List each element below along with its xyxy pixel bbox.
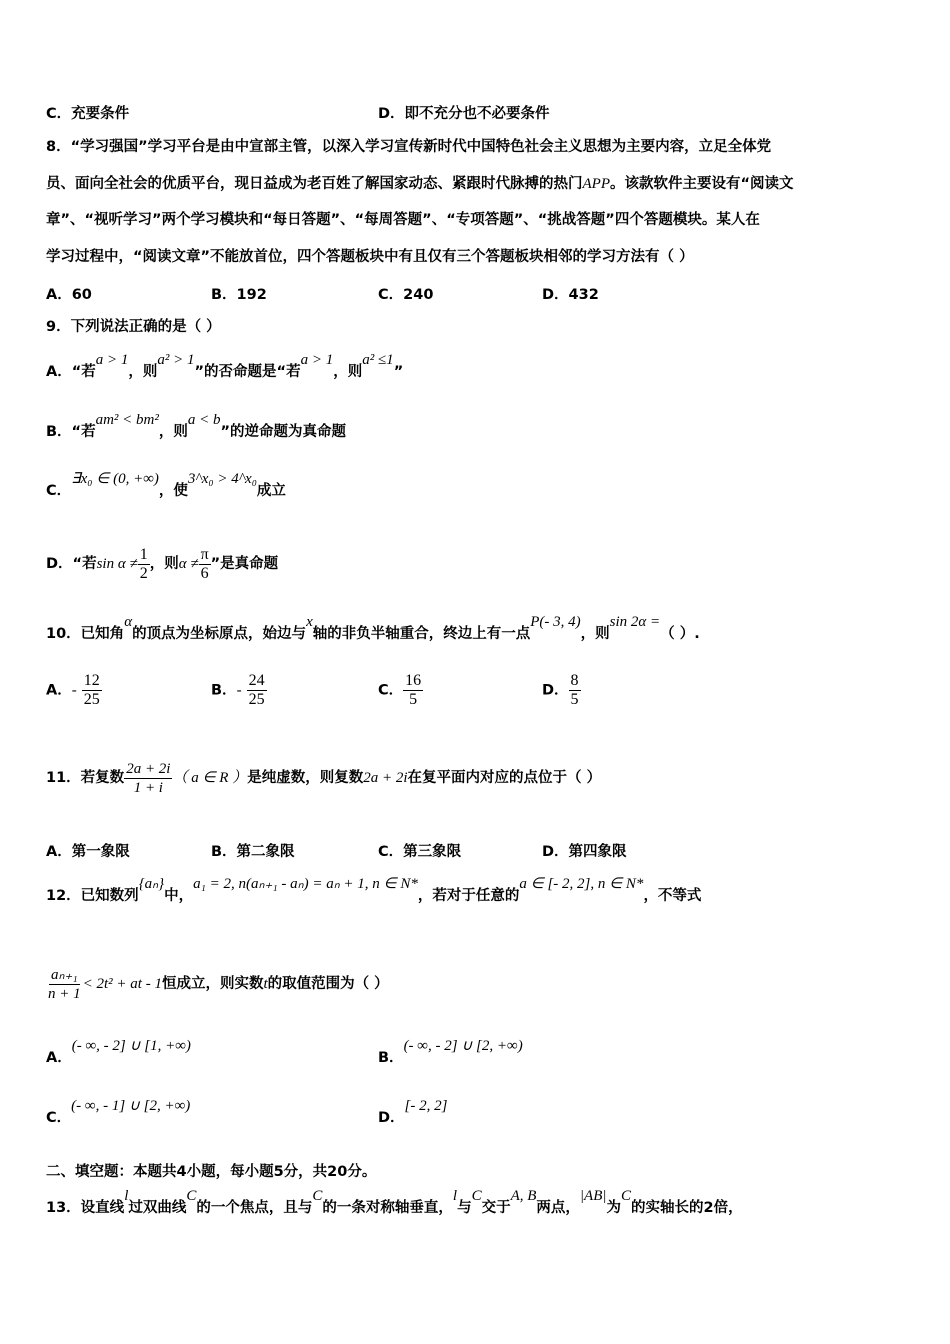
q8-app: APP (582, 176, 610, 192)
q10b-sign: - (236, 682, 242, 699)
q12c-label: C． (46, 1110, 72, 1126)
q9a-t4: ”的否命题是“若 (194, 364, 301, 380)
q9c-t4: 成立 (256, 483, 286, 499)
q12-f: 的取值范围为（ ） (267, 976, 389, 992)
q10b-frac (247, 672, 267, 709)
q11-a: 11．若复数 (46, 770, 125, 786)
q13-i: 的实轴长的2倍， (631, 1200, 743, 1216)
q12-e: 恒成立，则实数 (161, 976, 264, 992)
q12a-expr: (- ∞, - 2] ∪ [1, +∞) (71, 1038, 191, 1054)
q9c-t2: ，使 (158, 483, 188, 499)
q9b-t2: ，则 (158, 424, 188, 440)
q12b-label: B． (378, 1050, 404, 1066)
q10-b: 的顶点为坐标原点，始边与 (132, 626, 307, 642)
q12-ineq-rest: < 2t² + at - 1 (82, 976, 162, 992)
q12-t: t (263, 976, 268, 992)
q12a-label: A． (46, 1050, 72, 1066)
q13-abs-ab: |AB| (579, 1188, 607, 1204)
q12-option-d (378, 1098, 448, 1127)
q11-option-b: B．第二象限 (211, 844, 295, 860)
q8-option-a: A．60 (46, 287, 92, 303)
q8-line-2b: 。该款软件主要设有“阅读文 (610, 176, 794, 192)
q10d-den: 5 (570, 691, 579, 708)
q11-option-c: C．第三象限 (378, 844, 462, 860)
q9d-m1: sin α ≠ (96, 556, 138, 572)
q12-d: ，不等式 (643, 888, 702, 904)
q10-stem (46, 614, 910, 644)
q10b-den: 25 (248, 691, 265, 708)
q9d-frac1 (138, 546, 150, 583)
q13-c-3: C (471, 1188, 482, 1204)
q12-rec: a₁ = 2, n(aₙ₊₁ - aₙ) = aₙ + 1, n ∈ N* (193, 876, 418, 892)
q11-cond: （ a ∈ R ） (172, 770, 248, 786)
q11-c: 在复平面内对应的点位于（ ） (407, 770, 602, 786)
q10-a: 10．已知角 (46, 626, 125, 642)
q9a-t8: ” (393, 364, 404, 380)
q11-option-a: A．第一象限 (46, 844, 130, 860)
q11-stem (46, 757, 910, 799)
q13-l-1: l (124, 1188, 129, 1204)
q12-seq: {aₙ} (138, 876, 165, 892)
q8-line-1: 8．“学习强国”学习平台是由中宣部主管，以深入学习宣传新时代中国特色社会主义思想为主要内容，立足全体党 (46, 139, 772, 155)
q8-option-b: B．192 (211, 287, 267, 303)
q12-option-a (46, 1038, 191, 1067)
q11-expr: 2a + 2i (363, 770, 408, 786)
q10c-den: 5 (409, 691, 418, 708)
q12-c: ，若对于任意的 (417, 888, 520, 904)
q10a-num: 12 (83, 672, 100, 689)
q9a-m7: a² ≤1 (362, 352, 394, 368)
q10a-sign: - (71, 682, 77, 699)
q10d-frac (569, 672, 581, 709)
q12-b: 中， (164, 888, 194, 904)
q9d-t4: ，则 (149, 556, 179, 572)
q10-point: P(- 3, 4) (530, 614, 581, 630)
q9d-t0: D．“若 (46, 556, 97, 572)
q10-c: 轴的非负半轴重合，终边上有一点 (312, 626, 531, 642)
q13-c: 的一个焦点，且与 (196, 1200, 313, 1216)
q10a-frac (82, 672, 102, 709)
q10-option-d (542, 672, 581, 709)
q13-ab: A, B (510, 1188, 537, 1204)
q9c-t0: C． (46, 483, 72, 499)
q10-option-a (46, 672, 102, 709)
q13-a: 13．设直线 (46, 1200, 125, 1216)
q10-option-c (378, 672, 423, 709)
q7-option-d: D．即不充分也不必要条件 (378, 106, 550, 122)
q9d-num1: 1 (139, 545, 148, 563)
q9-option-d (46, 544, 910, 584)
q11-b: 是纯虚数，则复数 (247, 770, 364, 786)
q13-d: 的一条对称轴垂直， (322, 1200, 453, 1216)
q10-option-b (211, 672, 267, 709)
q10d-label: D． (542, 682, 569, 699)
q12-dom: a ∈ [- 2, 2], n ∈ N* (519, 876, 644, 892)
q10-d: ，则 (580, 626, 610, 642)
q9-stem: 9．下列说法正确的是（ ） (46, 319, 221, 335)
q12-stem (46, 876, 910, 906)
q12c-expr: (- ∞, - 1] ∪ [2, +∞) (71, 1098, 191, 1114)
q13-e: 与 (457, 1200, 472, 1216)
q10a-label: A． (46, 682, 72, 699)
q9d-frac2 (199, 546, 211, 583)
q9a-t6: ，则 (333, 364, 363, 380)
q12-stem-2 (46, 962, 910, 1006)
q11-num: 2a + 2i (126, 760, 171, 777)
q9a-m5: a > 1 (300, 352, 334, 368)
q12d-expr: [- 2, 2] (404, 1098, 448, 1114)
q10b-label: B． (211, 682, 237, 699)
q11-frac (124, 760, 172, 797)
q13-f: 交于 (481, 1200, 511, 1216)
q12-a: 12．已知数列 (46, 888, 139, 904)
q9d-t8: ”是真命题 (210, 556, 279, 572)
q10-e: （ ）. (660, 626, 700, 642)
q9d-num2: π (200, 545, 209, 563)
q8-option-d: D．432 (542, 287, 599, 303)
q10c-frac (403, 672, 423, 709)
q9-option-a (46, 352, 910, 382)
q9b-t4: ”的逆命题为真命题 (220, 424, 347, 440)
q8-line-2 (46, 174, 910, 194)
q10-sin: sin 2α = (609, 614, 661, 630)
q7-option-c: C．充要条件 (46, 106, 130, 122)
q13-c-1: C (186, 1188, 197, 1204)
q8-line-4: 学习过程中，“阅读文章”不能放首位，四个答题板块中有且仅有三个答题板块相邻的学习方法有（ ） (46, 249, 694, 265)
q9d-m5: α ≠ (178, 556, 199, 572)
q12-option-c (46, 1098, 191, 1127)
q9c-m3: 3^x₀ > 4^x₀ (187, 471, 257, 487)
q8-option-c: C．240 (378, 287, 434, 303)
q10d-num: 8 (570, 672, 579, 689)
q10a-den: 25 (83, 691, 100, 708)
q9c-m1: ∃x₀ ∈ (0, +∞) (71, 471, 159, 487)
q13-b: 过双曲线 (128, 1200, 187, 1216)
q12-ineq-num: aₙ₊₁ (51, 966, 78, 983)
q13-l-2: l (452, 1188, 458, 1204)
q13-c-2: C (312, 1188, 323, 1204)
q9b-t0: B．“若 (46, 424, 96, 440)
q8-line-2a: 员、面向全社会的优质平台，现日益成为老百姓了解国家动态、紧跟时代脉搏的热门 (46, 176, 583, 192)
q11-option-d: D．第四象限 (542, 844, 627, 860)
q9b-m1: am² < bm² (95, 412, 159, 428)
q10c-num: 16 (405, 672, 422, 689)
q9a-m1: a > 1 (95, 352, 129, 368)
q9-option-c (46, 471, 910, 501)
q10-alpha: α (124, 614, 133, 630)
q13-stem (46, 1188, 910, 1218)
q11-den: 1 + i (133, 779, 163, 796)
q12-ineq-frac (46, 966, 83, 1003)
q9a-t2: ，则 (128, 364, 158, 380)
q10-x: x (306, 614, 313, 630)
q12b-expr: (- ∞, - 2] ∪ [2, +∞) (403, 1038, 523, 1054)
section-2-title: 二、填空题：本题共4小题，每小题5分，共20分。 (46, 1164, 377, 1180)
q12d-label: D． (378, 1110, 405, 1126)
q13-g: 两点， (536, 1200, 580, 1216)
q12-option-b (378, 1038, 523, 1067)
q13-c-4: C (620, 1188, 631, 1204)
q9d-den1: 2 (139, 564, 148, 582)
q9d-den2: 6 (200, 564, 209, 582)
q9b-m3: a < b (187, 412, 221, 428)
q9a-t0: A．“若 (46, 364, 96, 380)
q10c-label: C． (378, 682, 404, 699)
q13-h: 为 (606, 1200, 621, 1216)
q9-option-b (46, 412, 910, 442)
q8-line-3: 章”、“视听学习”两个学习模块和“每日答题”、“每周答题”、“专项答题”、“挑战答题”四个答题模块。某人在 (46, 212, 760, 228)
q10b-num: 24 (248, 672, 265, 689)
q9a-m3: a² > 1 (157, 352, 195, 368)
q12-ineq-den: n + 1 (48, 985, 81, 1002)
